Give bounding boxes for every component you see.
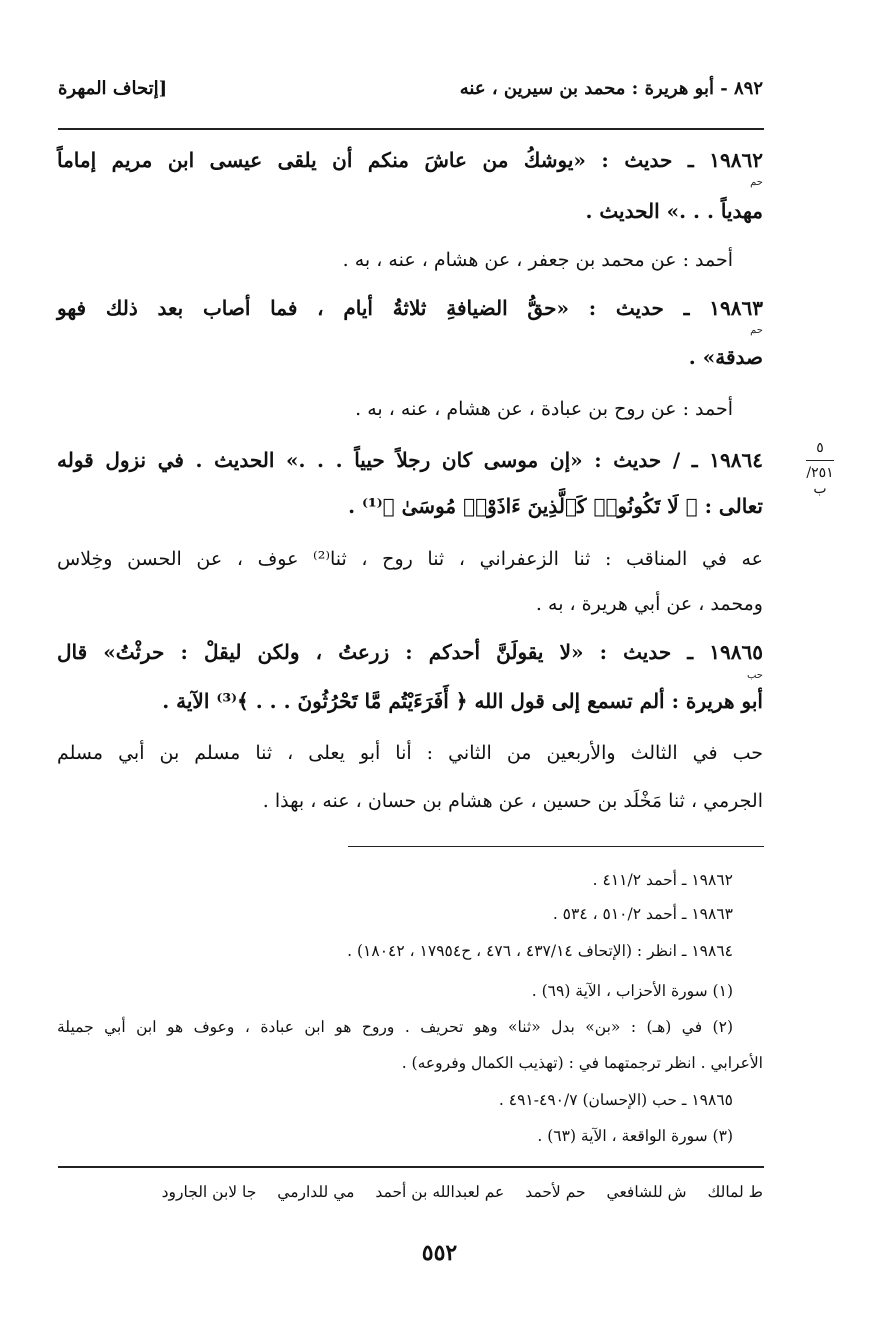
legend-item: ش للشافعي: [606, 1183, 687, 1201]
footnote-19863: ١٩٨٦٣ ـ أحمد ٥١٠/٢ ، ٥٣٤ .: [552, 905, 733, 923]
footnote-rule: [348, 846, 764, 847]
legend-item: حم لأحمد: [525, 1183, 586, 1201]
page-number: ٥٥٢: [421, 1240, 458, 1266]
footnote-1: (١) سورة الأحزاب ، الآية (٦٩) .: [531, 982, 733, 1000]
entry-19865-siglum: حب: [746, 670, 763, 681]
entry-19864-source-cont: ومحمد ، عن أبي هريرة ، به .: [535, 593, 763, 615]
entry-19862-line2: مهدياً . . .» الحديث .: [585, 199, 763, 223]
legend-rule: [58, 1166, 764, 1168]
folio-note-top: ٥: [816, 440, 824, 456]
manuscript-folio-note: [800, 440, 840, 497]
entry-19864-line2: تعالى : ﴿ لَا تَكُونُوا۟ كَٱلَّذِينَ ءَاذَوْا۟ مُوسَىٰ ﴾⁽¹⁾ .: [348, 494, 763, 518]
book-title: [إتحاف المهرة: [58, 78, 168, 99]
footnote-19864: ١٩٨٦٤ ـ انظر : (الإتحاف ٤٣٧/١٤ ، ٤٧٦ ، ح١٧٩٥٤ ، ١٨٠٤٢) .: [347, 942, 733, 960]
folio-note-bottom: ٢٥١/ب: [806, 465, 834, 497]
legend-item: ط لمالك: [707, 1183, 763, 1201]
legend-item: مي للدارمي: [277, 1183, 355, 1201]
footnote-19865: ١٩٨٦٥ ـ حب (الإحسان) ٤٩٠/٧-٤٩١ .: [498, 1091, 733, 1109]
entry-19862-line1: ١٩٨٦٢ ـ حديث : «يوشكُ من عاشَ منكم أن يلقى عيسى ابن مريم إماماً: [57, 148, 763, 172]
entry-19865-line2: أبو هريرة : ألم تسمع إلى قول الله ﴿ أَفَرَءَيْتُم مَّا تَحْرُثُونَ . . . ﴾⁽³⁾ الآية .: [162, 689, 763, 713]
entry-19864-line1: ١٩٨٦٤ ـ / حديث : «إن موسى كان رجلاً حيياً . . .» الحديث . في نزول قوله: [57, 448, 763, 472]
entry-19864-source: عه في المناقب : ثنا الزعفراني ، ثنا روح ، ثنا⁽²⁾ عوف ، عن الحسن وخِلاس: [57, 548, 764, 570]
header-rule: [58, 128, 764, 130]
footnote-19862: ١٩٨٦٢ ـ أحمد ٤١١/٢ .: [592, 871, 733, 889]
entry-19865-source: حب في الثالث والأربعين من الثاني : أنا أبو يعلى ، ثنا مسلم بن أبي مسلم: [57, 742, 763, 764]
entry-19863-siglum: حم: [750, 325, 763, 336]
entry-19863-line2: صدقة» .: [688, 345, 763, 369]
entry-19862-siglum: حم: [750, 177, 763, 188]
entry-19863-line1: ١٩٨٦٣ ـ حديث : «حقُّ الضيافةِ ثلاثةُ أيام ، فما أصاب بعد ذلك فهو: [57, 296, 763, 320]
entry-19863-source: أحمد : عن روح بن عبادة ، عن هشام ، عنه ، به .: [355, 398, 733, 420]
legend-item: جا لابن الجارود: [161, 1183, 257, 1201]
footnote-2-cont: الأعرابي . انظر ترجمتهما في : (تهذيب الكمال وفروعه) .: [401, 1054, 763, 1072]
entry-19862-source: أحمد : عن محمد بن جعفر ، عن هشام ، عنه ، به .: [342, 249, 733, 271]
sigla-legend: [146, 1183, 763, 1201]
footnote-2: (٢) في (هـ) : «بن» بدل «ثنا» وهو تحريف . وروح هو ابن عبادة ، وعوف هو ابن أبي جميلة: [57, 1018, 733, 1036]
running-title: ٨٩٢ - أبو هريرة : محمد بن سيرين ، عنه: [459, 78, 763, 99]
entry-19865-source-cont: الجرمي ، ثنا مَخْلَد بن حسين ، عن هشام بن حسان ، عنه ، بهذا .: [262, 790, 763, 812]
legend-item: عم لعبدالله بن أحمد: [375, 1183, 505, 1201]
entry-19865-line1: ١٩٨٦٥ ـ حديث : «لا يقولَنَّ أحدكم : زرعتُ ، ولكن ليقلْ : حرثْتُ» قال: [57, 640, 763, 664]
folio-note-divider: [806, 460, 834, 461]
footnote-3: (٣) سورة الواقعة ، الآية (٦٣) .: [537, 1127, 733, 1145]
